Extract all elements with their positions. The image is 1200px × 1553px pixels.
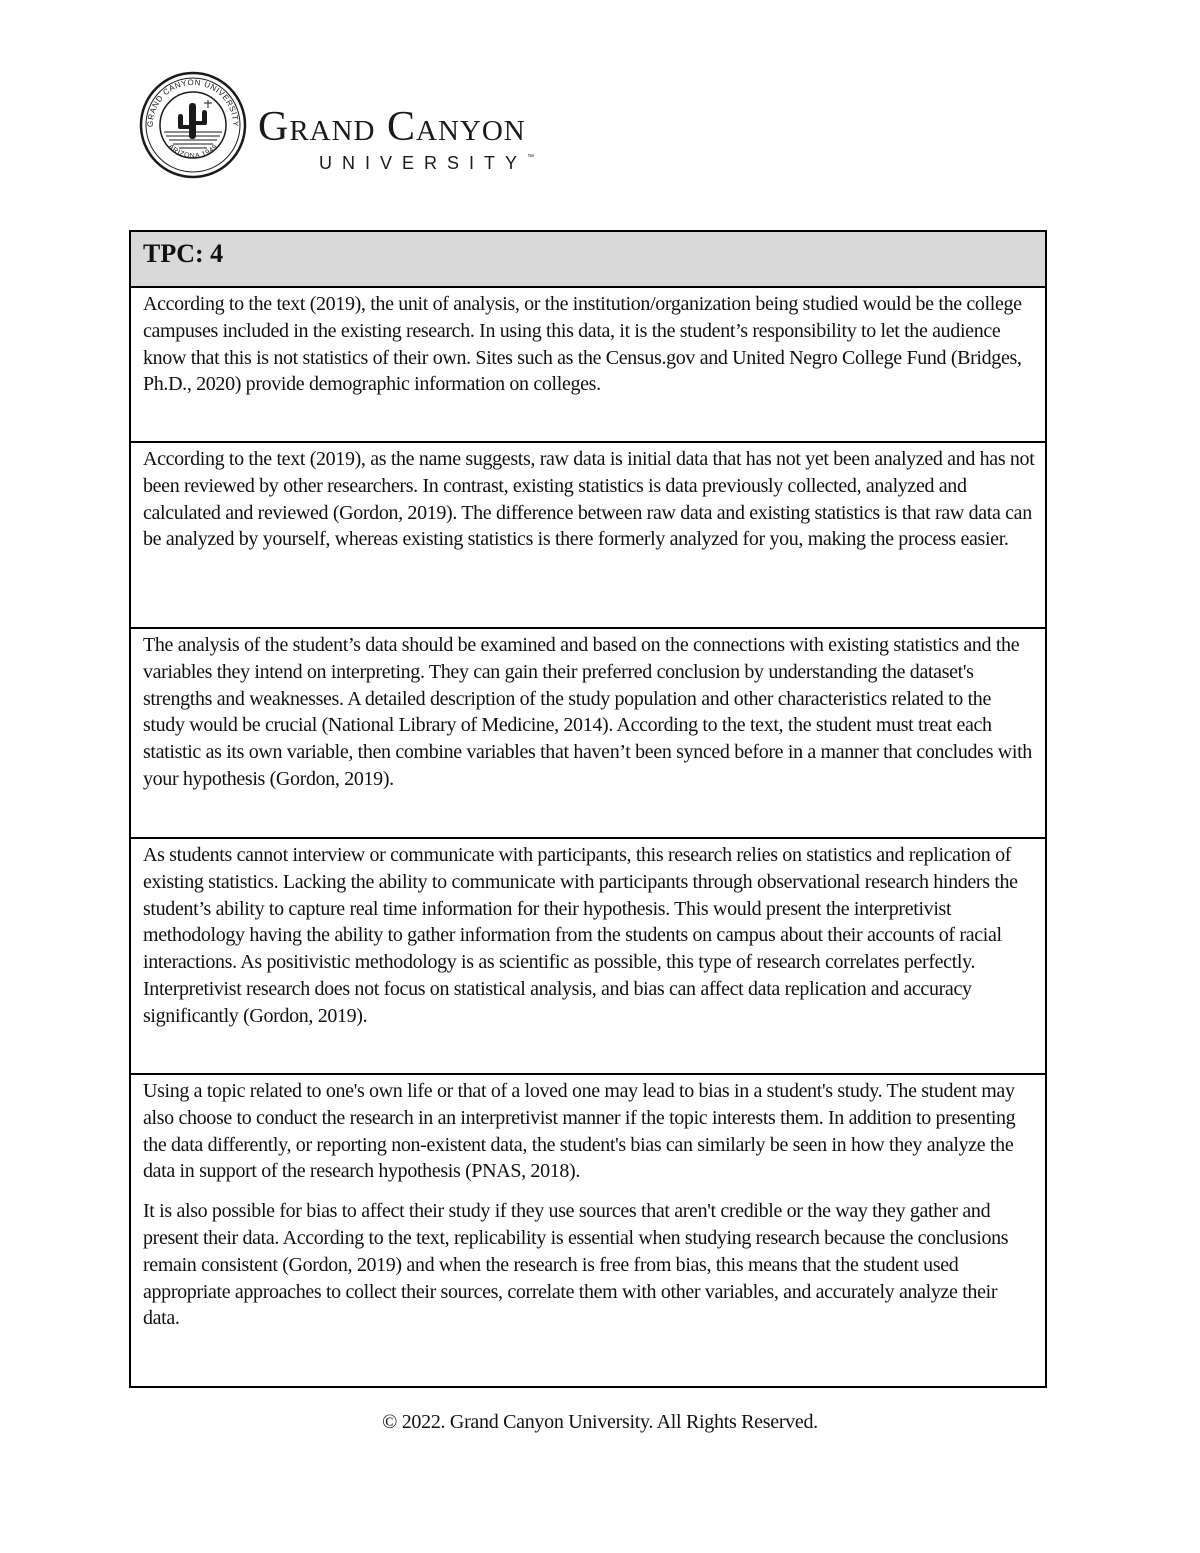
table-title: TPC: 4 xyxy=(143,239,224,268)
seal-bottom-text: ARIZONA 1949 xyxy=(166,143,220,160)
gcu-logo xyxy=(138,70,618,180)
row-1-paragraph: According to the text (2019), the unit of analysis, or the institution/organization being studied would be the college campuses included in the existing research. In using this data, it is the student’s responsibility to let the audience know that this is not statistics of their own. Sites such as the Census.gov and United Negro College Fund (Bridges, Ph.D., 2020) provide demographic information on colleges. xyxy=(143,293,1022,396)
copyright-footer: © 2022. Grand Canyon University. All Rights Reserved. xyxy=(382,1411,818,1433)
university-seal-icon xyxy=(138,70,248,180)
tpc-table xyxy=(129,230,1047,1388)
university-subtitle: UNIVERSITY™ xyxy=(319,153,535,173)
table-header xyxy=(131,232,1045,288)
table-row xyxy=(131,443,1045,629)
row-5-paragraph-2: It is also possible for bias to affect their study if they use sources that aren't credible or the way they gather and present their data. According to the text, replicability is essential when studying research because the conclusions remain consistent (Gordon, 2019) and when the research is free from bias, this means that the student used appropriate approaches to collect their sources, correlate them with other variables, and accurately analyze their data. xyxy=(143,1200,1009,1330)
table-row xyxy=(131,1075,1045,1386)
row-2-paragraph: According to the text (2019), as the name suggests, raw data is initial data that has not yet been analyzed and has not been reviewed by other researchers. In contrast, existing statistics is data previously collected, analyzed and calculated and reviewed (Gordon, 2019). The difference between raw data and existing statistics is that raw data can be analyzed by yourself, whereas existing statistics is there formerly analyzed for you, making the process easier. xyxy=(143,448,1035,551)
svg-text:ARIZONA 1949 xyxy=(167,143,220,159)
row-3-paragraph: The analysis of the student’s data should be examined and based on the connections with existing statistics and the variables they intend on interpreting. They can gain their preferred conclusion by understanding the dataset's strengths and weaknesses. A detailed description of the study population and other characteristics related to the study would be crucial (National Library of Medicine, 2014). According to the text, the student must treat each statistic as its own variable, then combine variables that haven’t been synced before in a manner that concludes with your hypothesis (Gordon, 2019). xyxy=(143,634,1032,790)
trademark-symbol: ™ xyxy=(527,154,535,161)
row-4-paragraph: As students cannot interview or communicate with participants, this research relies on statistics and replication of existing statistics. Lacking the ability to communicate with participants through observational research hinders the student’s ability to capture real time information for their hypothesis. This would present the interpretivist methodology having the ability to gather information from the students on campus about their accounts of racial interactions. As positivistic methodology is as scientific as possible, this type of research correlates perfectly. Interpretivist research does not focus on statistical analysis, and bias can affect data replication and accuracy significantly (Gordon, 2019). xyxy=(143,844,1018,1027)
seal-top-text: GRAND CANYON UNIVERSITY xyxy=(145,77,241,128)
table-row xyxy=(131,839,1045,1075)
row-5-paragraph-1: Using a topic related to one's own life or that of a loved one may lead to bias in a student's study. The student may also choose to conduct the research in an interpretivist manner if the topic interests them. In addition to presenting the data differently, or reporting non-existent data, the student's bias can similarly be seen in how they analyze the data in support of the research hypothesis (PNAS, 2018). xyxy=(143,1080,1016,1183)
university-name: Grand Canyon xyxy=(258,104,526,150)
table-row xyxy=(131,629,1045,839)
table-row xyxy=(131,288,1045,443)
